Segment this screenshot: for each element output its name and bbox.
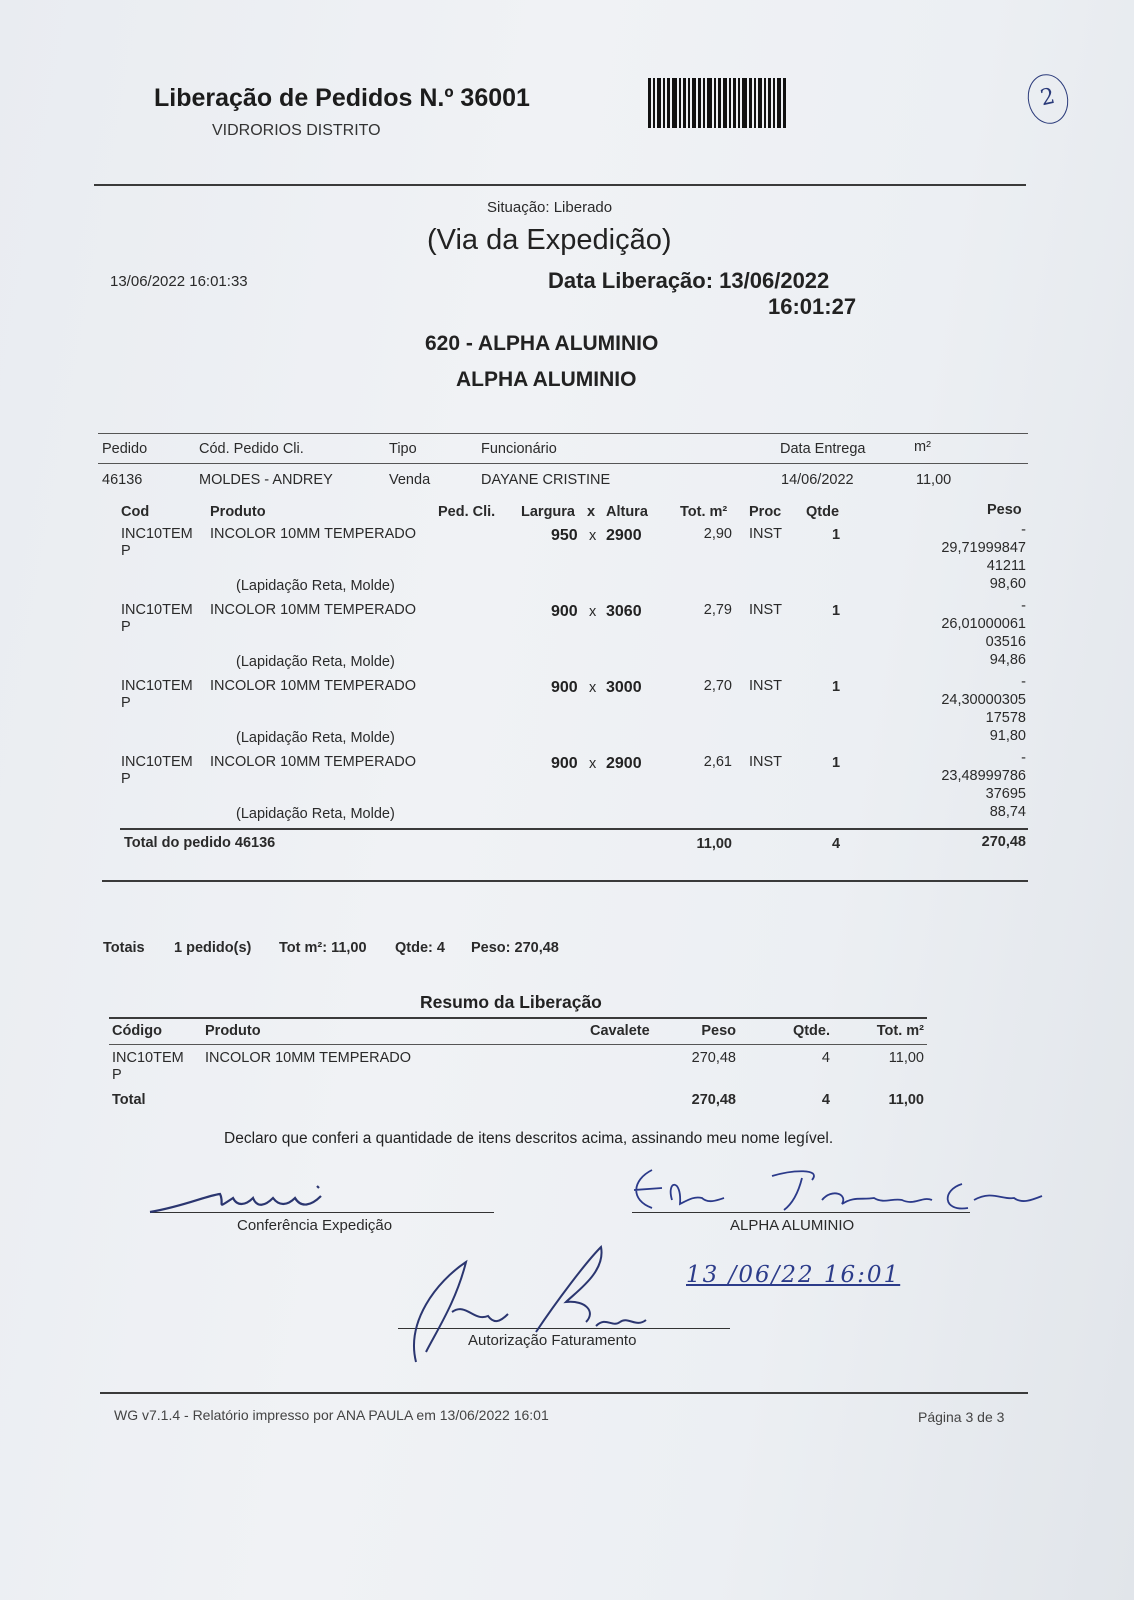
totals-m2: Tot m²: 11,00 bbox=[279, 940, 367, 956]
print-datetime: 13/06/2022 16:01:33 bbox=[110, 273, 248, 290]
item-altura: 2900 bbox=[606, 527, 642, 544]
item-peso-dash: - bbox=[1021, 750, 1026, 766]
item-peso-1: 23,48999786 bbox=[941, 768, 1026, 784]
items-col-cod: Cod bbox=[121, 504, 150, 520]
summary-row-produto: INCOLOR 10MM TEMPERADO bbox=[205, 1050, 411, 1066]
order-data-entrega: 14/06/2022 bbox=[781, 472, 854, 488]
barcode bbox=[648, 78, 812, 128]
item-peso-2: 03516 bbox=[985, 634, 1026, 650]
items-col-qtde: Qtde bbox=[806, 504, 840, 520]
item-altura: 3060 bbox=[606, 603, 642, 620]
col-pedido: Pedido bbox=[102, 441, 148, 457]
item-tot-m2: 2,90 bbox=[703, 526, 732, 542]
col-cod-pedido-cli: Cód. Pedido Cli. bbox=[199, 441, 304, 457]
items-col-produto: Produto bbox=[210, 504, 266, 520]
item-peso-1: 24,30000305 bbox=[941, 692, 1026, 708]
item-peso-1: 26,01000061 bbox=[941, 616, 1026, 632]
summary-col-tot-m2: Tot. m² bbox=[876, 1023, 924, 1039]
items-col-altura: Altura bbox=[606, 504, 648, 520]
item-peso-2: 41211 bbox=[986, 558, 1026, 574]
item-tot-m2: 2,79 bbox=[703, 602, 732, 618]
item-largura: 900 bbox=[551, 755, 578, 772]
summary-col-cavalete: Cavalete bbox=[590, 1023, 650, 1039]
order-pedido: 46136 bbox=[102, 472, 143, 488]
item-peso-3: 94,86 bbox=[989, 652, 1026, 668]
totals-label: Totais bbox=[103, 940, 145, 956]
company-name: VIDRORIOS DISTRITO bbox=[212, 122, 381, 139]
summary-col-qtde: Qtde. bbox=[792, 1023, 830, 1039]
item-proc: INST bbox=[749, 526, 783, 542]
item-proc: INST bbox=[749, 602, 783, 618]
item-cod-suffix: P bbox=[121, 543, 131, 559]
summary-total-tot-m2: 11,00 bbox=[888, 1092, 924, 1108]
totals-pedidos: 1 pedido(s) bbox=[174, 940, 252, 956]
order-header-top-rule bbox=[98, 433, 1028, 434]
item-produto: INCOLOR 10MM TEMPERADO bbox=[210, 526, 416, 542]
item-largura: 900 bbox=[551, 603, 578, 620]
signature-autorizacao bbox=[396, 1242, 666, 1372]
item-tot-m2: 2,70 bbox=[703, 678, 732, 694]
summary-col-peso: Peso bbox=[701, 1023, 736, 1039]
item-peso-2: 17578 bbox=[985, 710, 1026, 726]
footer-text: WG v7.1.4 - Relatório impresso por ANA PAULA em 13/06/2022 16:01 bbox=[114, 1407, 549, 1423]
item-row bbox=[0, 674, 1134, 754]
order-funcionario: DAYANE CRISTINE bbox=[481, 472, 611, 488]
header-divider bbox=[94, 184, 1026, 186]
item-peso-3: 91,80 bbox=[989, 728, 1026, 744]
item-row bbox=[0, 598, 1134, 678]
summary-row-codigo: INC10TEM bbox=[112, 1050, 184, 1066]
order-m2: 11,00 bbox=[916, 472, 952, 488]
summary-total-peso: 270,48 bbox=[691, 1092, 736, 1108]
item-cod-suffix: P bbox=[121, 695, 131, 711]
release-date: Data Liberação: 13/06/2022 bbox=[548, 268, 830, 293]
item-qtde: 1 bbox=[832, 603, 841, 619]
order-total-m2: 11,00 bbox=[696, 836, 732, 852]
item-cod: INC10TEM bbox=[121, 754, 193, 770]
item-x: x bbox=[589, 756, 597, 772]
order-section-bottom-rule bbox=[102, 880, 1028, 882]
item-altura: 2900 bbox=[606, 755, 642, 772]
declaration-text: Declaro que conferi a quantidade de itens descritos acima, assinando meu nome legível. bbox=[224, 1130, 834, 1147]
signature-label-client: ALPHA ALUMINIO bbox=[730, 1217, 855, 1234]
summary-row-qtde: 4 bbox=[821, 1050, 830, 1066]
item-largura: 950 bbox=[551, 527, 578, 544]
client-code-name: 620 - ALPHA ALUMINIO bbox=[425, 332, 659, 355]
summary-total-label: Total bbox=[112, 1092, 146, 1108]
summary-title: Resumo da Liberação bbox=[420, 992, 602, 1012]
item-qtde: 1 bbox=[832, 755, 841, 771]
order-total-label: Total do pedido 46136 bbox=[124, 835, 276, 851]
order-total-rule bbox=[120, 828, 1028, 830]
signature-client bbox=[622, 1160, 1072, 1230]
item-proc: INST bbox=[749, 678, 783, 694]
item-desc: (Lapidação Reta, Molde) bbox=[236, 654, 395, 670]
items-col-ped-cli: Ped. Cli. bbox=[438, 504, 496, 520]
item-peso-dash: - bbox=[1021, 522, 1026, 538]
handwritten-date: 13 /06/22 16:01 bbox=[686, 1262, 901, 1288]
item-altura: 3000 bbox=[606, 679, 642, 696]
client-name: ALPHA ALUMINIO bbox=[456, 368, 637, 391]
document-title: Liberação de Pedidos N.º 36001 bbox=[154, 84, 530, 112]
item-cod-suffix: P bbox=[121, 619, 131, 635]
item-row bbox=[0, 750, 1134, 830]
summary-top-rule bbox=[109, 1017, 927, 1019]
order-cod-pedido-cli: MOLDES - ANDREY bbox=[199, 472, 333, 488]
item-produto: INCOLOR 10MM TEMPERADO bbox=[210, 754, 416, 770]
item-cod: INC10TEM bbox=[121, 678, 193, 694]
item-x: x bbox=[589, 528, 597, 544]
signature-label-conferencia: Conferência Expedição bbox=[237, 1217, 393, 1234]
summary-row-peso: 270,48 bbox=[691, 1050, 736, 1066]
item-tot-m2: 2,61 bbox=[703, 754, 732, 770]
signature-conferencia bbox=[145, 1176, 355, 1220]
item-peso-dash: - bbox=[1021, 674, 1026, 690]
item-x: x bbox=[589, 680, 597, 696]
item-proc: INST bbox=[749, 754, 783, 770]
item-produto: INCOLOR 10MM TEMPERADO bbox=[210, 602, 416, 618]
item-desc: (Lapidação Reta, Molde) bbox=[236, 578, 395, 594]
item-row bbox=[0, 522, 1134, 602]
totals-peso: Peso: 270,48 bbox=[471, 940, 559, 956]
item-qtde: 1 bbox=[832, 679, 841, 695]
order-tipo: Venda bbox=[389, 472, 431, 488]
item-peso-2: 37695 bbox=[985, 786, 1026, 802]
item-cod-suffix: P bbox=[121, 771, 131, 787]
item-peso-dash: - bbox=[1021, 598, 1026, 614]
items-col-peso: Peso bbox=[987, 502, 1022, 518]
order-total-peso: 270,48 bbox=[981, 834, 1026, 850]
summary-row-tot-m2: 11,00 bbox=[888, 1050, 924, 1066]
order-total-qtde: 4 bbox=[832, 836, 841, 852]
summary-row-codigo-suffix: P bbox=[112, 1067, 122, 1083]
items-col-proc: Proc bbox=[749, 504, 782, 520]
item-peso-3: 98,60 bbox=[989, 576, 1026, 592]
footer-rule bbox=[100, 1392, 1028, 1394]
col-funcionario: Funcionário bbox=[481, 441, 557, 457]
item-qtde: 1 bbox=[832, 527, 841, 543]
page-number-mark: 2 bbox=[1023, 70, 1073, 127]
col-data-entrega: Data Entrega bbox=[780, 441, 866, 457]
items-col-tot-m2: Tot. m² bbox=[680, 504, 728, 520]
summary-total-qtde: 4 bbox=[821, 1092, 830, 1108]
summary-header-rule bbox=[109, 1044, 927, 1045]
col-tipo: Tipo bbox=[389, 441, 417, 457]
col-m2: m² bbox=[914, 439, 931, 455]
item-produto: INCOLOR 10MM TEMPERADO bbox=[210, 678, 416, 694]
item-peso-3: 88,74 bbox=[989, 804, 1026, 820]
signature-label-autorizacao: Autorização Faturamento bbox=[468, 1332, 637, 1349]
item-peso-1: 29,71999847 bbox=[941, 540, 1026, 556]
items-col-largura: Largura bbox=[521, 504, 575, 520]
item-desc: (Lapidação Reta, Molde) bbox=[236, 806, 395, 822]
release-time: 16:01:27 bbox=[768, 294, 857, 319]
item-x: x bbox=[589, 604, 597, 620]
status-text: Situação: Liberado bbox=[487, 199, 613, 216]
item-largura: 900 bbox=[551, 679, 578, 696]
order-header-bottom-rule bbox=[98, 463, 1028, 464]
totals-qtde: Qtde: 4 bbox=[395, 940, 445, 956]
item-cod: INC10TEM bbox=[121, 526, 193, 542]
page-indicator: Página 3 de 3 bbox=[918, 1409, 1005, 1425]
item-cod: INC10TEM bbox=[121, 602, 193, 618]
summary-col-codigo: Código bbox=[112, 1023, 162, 1039]
items-col-x: x bbox=[587, 504, 596, 520]
summary-col-produto: Produto bbox=[205, 1023, 261, 1039]
item-desc: (Lapidação Reta, Molde) bbox=[236, 730, 395, 746]
via-title: (Via da Expedição) bbox=[427, 224, 672, 256]
